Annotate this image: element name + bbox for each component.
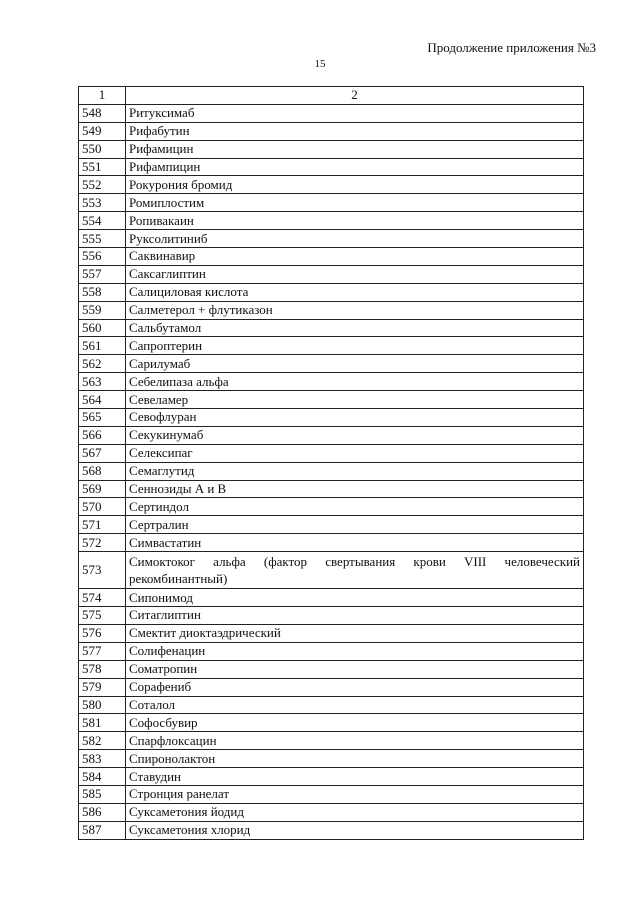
row-number: 581 <box>79 714 126 732</box>
table-row <box>79 140 584 158</box>
table-row <box>79 426 584 444</box>
row-number: 562 <box>79 355 126 373</box>
drug-name: Секукинумаб <box>126 426 584 444</box>
table-row <box>79 444 584 462</box>
table-row <box>79 803 584 821</box>
row-number: 577 <box>79 642 126 660</box>
drug-name: Стронция ранелат <box>126 785 584 803</box>
row-number: 561 <box>79 337 126 355</box>
table-row <box>79 391 584 409</box>
drug-name: Ромиплостим <box>126 194 584 212</box>
drug-name: Сертиндол <box>126 498 584 516</box>
row-number: 585 <box>79 785 126 803</box>
drug-name: Саксаглиптин <box>126 265 584 283</box>
drug-name: Селексипаг <box>126 444 584 462</box>
drug-name: Смектит диоктаэдрический <box>126 624 584 642</box>
row-number: 578 <box>79 660 126 678</box>
drug-name: Сертралин <box>126 516 584 534</box>
drug-name: Спиронолактон <box>126 750 584 768</box>
table-row <box>79 750 584 768</box>
row-number: 548 <box>79 104 126 122</box>
table-row <box>79 104 584 122</box>
drug-name: Суксаметония йодид <box>126 803 584 821</box>
drug-name: Ритуксимаб <box>126 104 584 122</box>
page-number: 15 <box>314 58 326 70</box>
row-number: 560 <box>79 319 126 337</box>
table-row <box>79 212 584 230</box>
row-number: 565 <box>79 409 126 427</box>
table-row <box>79 642 584 660</box>
drug-name: Сальбутамол <box>126 319 584 337</box>
row-number: 551 <box>79 158 126 176</box>
drug-name: Рокурония бромид <box>126 176 584 194</box>
table-row <box>79 337 584 355</box>
drug-name: Симоктоког альфа (фактор свертывания крови VIII человеческий рекомбинантный) <box>126 552 584 589</box>
table-row <box>79 534 584 552</box>
drug-name: Спарфлоксацин <box>126 732 584 750</box>
row-number: 553 <box>79 194 126 212</box>
column-header-name: 2 <box>126 87 584 105</box>
drug-name: Ропивакаин <box>126 212 584 230</box>
drug-name: Сеннозиды А и В <box>126 480 584 498</box>
table-row <box>79 552 584 589</box>
table-row <box>79 516 584 534</box>
drug-name: Саквинавир <box>126 248 584 266</box>
row-number: 570 <box>79 498 126 516</box>
row-number: 572 <box>79 534 126 552</box>
row-number: 556 <box>79 248 126 266</box>
column-header-number: 1 <box>79 87 126 105</box>
table-row <box>79 319 584 337</box>
row-number: 550 <box>79 140 126 158</box>
table-row <box>79 785 584 803</box>
table-row <box>79 158 584 176</box>
row-number: 576 <box>79 624 126 642</box>
drug-name: Рифамицин <box>126 140 584 158</box>
row-number: 583 <box>79 750 126 768</box>
table-row <box>79 230 584 248</box>
drug-name: Ставудин <box>126 768 584 786</box>
row-number: 584 <box>79 768 126 786</box>
table-row <box>79 301 584 319</box>
drug-name: Себелипаза альфа <box>126 373 584 391</box>
drug-name: Сапроптерин <box>126 337 584 355</box>
table-row <box>79 768 584 786</box>
table-row <box>79 265 584 283</box>
table-row <box>79 696 584 714</box>
drug-name: Солифенацин <box>126 642 584 660</box>
table-row <box>79 409 584 427</box>
table-row <box>79 176 584 194</box>
drug-name: Сорафениб <box>126 678 584 696</box>
drug-name: Сарилумаб <box>126 355 584 373</box>
row-number: 566 <box>79 426 126 444</box>
row-number: 552 <box>79 176 126 194</box>
drug-name: Руксолитиниб <box>126 230 584 248</box>
drug-name: Рифабутин <box>126 122 584 140</box>
drug-name: Ситаглиптин <box>126 607 584 625</box>
drug-list-table <box>78 86 584 840</box>
table-row <box>79 283 584 301</box>
table-row <box>79 462 584 480</box>
row-number: 554 <box>79 212 126 230</box>
table-row <box>79 122 584 140</box>
row-number: 557 <box>79 265 126 283</box>
drug-name: Салициловая кислота <box>126 283 584 301</box>
row-number: 568 <box>79 462 126 480</box>
row-number: 574 <box>79 589 126 607</box>
table-row <box>79 248 584 266</box>
row-number: 558 <box>79 283 126 301</box>
drug-name: Севофлуран <box>126 409 584 427</box>
drug-name: Севеламер <box>126 391 584 409</box>
table-header-row <box>79 87 584 105</box>
row-number: 582 <box>79 732 126 750</box>
row-number: 567 <box>79 444 126 462</box>
drug-name: Сипонимод <box>126 589 584 607</box>
table-row <box>79 607 584 625</box>
table-row <box>79 480 584 498</box>
row-number: 549 <box>79 122 126 140</box>
table-row <box>79 821 584 839</box>
row-number: 587 <box>79 821 126 839</box>
drug-name: Софосбувир <box>126 714 584 732</box>
row-number: 573 <box>79 552 126 589</box>
row-number: 575 <box>79 607 126 625</box>
row-number: 586 <box>79 803 126 821</box>
drug-name: Салметерол + флутиказон <box>126 301 584 319</box>
drug-name: Соталол <box>126 696 584 714</box>
table-row <box>79 732 584 750</box>
table-row <box>79 589 584 607</box>
row-number: 569 <box>79 480 126 498</box>
table-row <box>79 678 584 696</box>
row-number: 563 <box>79 373 126 391</box>
row-number: 564 <box>79 391 126 409</box>
row-number: 555 <box>79 230 126 248</box>
drug-name: Суксаметония хлорид <box>126 821 584 839</box>
appendix-continuation-note: Продолжение приложения №3 <box>427 40 596 55</box>
row-number: 571 <box>79 516 126 534</box>
row-number: 579 <box>79 678 126 696</box>
table-row <box>79 373 584 391</box>
table-row <box>79 660 584 678</box>
table-row <box>79 714 584 732</box>
drug-name: Рифампицин <box>126 158 584 176</box>
drug-name: Семаглутид <box>126 462 584 480</box>
table-row <box>79 624 584 642</box>
drug-name: Симвастатин <box>126 534 584 552</box>
table-row <box>79 498 584 516</box>
table-row <box>79 194 584 212</box>
row-number: 580 <box>79 696 126 714</box>
table-row <box>79 355 584 373</box>
row-number: 559 <box>79 301 126 319</box>
drug-name: Соматропин <box>126 660 584 678</box>
